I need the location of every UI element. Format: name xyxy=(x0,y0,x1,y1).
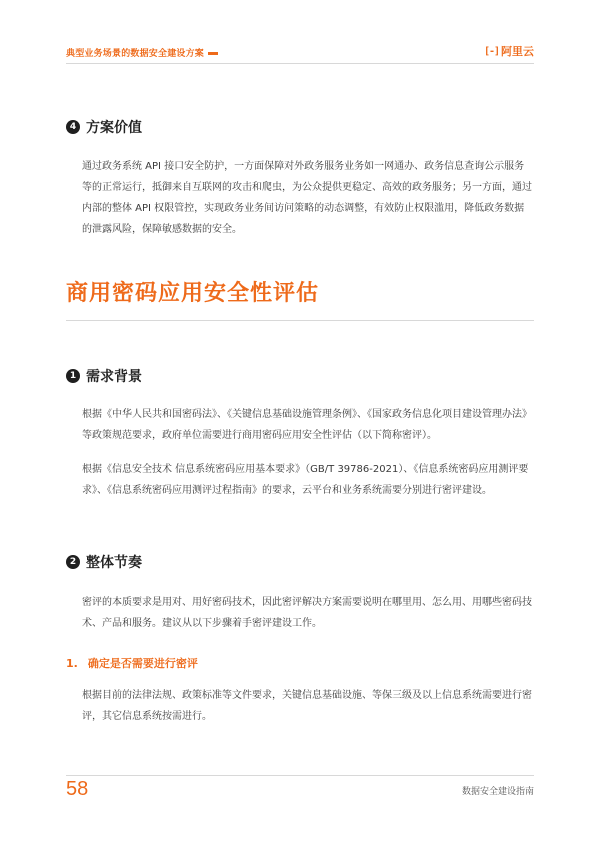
logo-mark-icon: [-] xyxy=(483,45,499,57)
step1-number: 1. xyxy=(66,657,78,670)
footer-divider xyxy=(66,775,534,776)
page-number: 58 xyxy=(66,778,89,800)
section2-paragraph: 密评的本质要求是用对、用好密码技术，因此密评解决方案需要说明在哪里用、怎么用、用哪些密码技术、产品和服务。建议从以下步骤着手密评建设工作。 xyxy=(82,597,532,629)
section1-paragraph-2: 根据《信息安全技术 信息系统密码应用基本要求》（GB/T 39786-2021）、《信息系统密码应用测评要求》、《信息系统密码应用测评过程指南》的要求，云平台和业务系统需要分别进行密评建设。 xyxy=(82,464,529,496)
header-accent-bar xyxy=(208,52,218,55)
header-title xyxy=(66,46,218,59)
section1-heading xyxy=(66,366,142,386)
chapter-title: 商用密码应用安全性评估 xyxy=(66,281,320,306)
step1-paragraph: 根据目前的法律法规、政策标准等文件要求，关键信息基础设施、等保三级及以上信息系统需要进行密评，其它信息系统按需进行。 xyxy=(82,690,532,722)
section4-title: 方案价值 xyxy=(86,120,142,136)
section2-title: 整体节奏 xyxy=(86,555,142,571)
section1-number-badge: 1 xyxy=(66,369,80,383)
section1-title: 需求背景 xyxy=(86,369,142,385)
step1-heading xyxy=(66,655,198,671)
section2-heading xyxy=(66,552,142,572)
header-title-text: 典型业务场景的数据安全建设方案 xyxy=(66,49,205,59)
section1-paragraph-1: 根据《中华人民共和国密码法》、《关键信息基础设施管理条例》、《国家政务信息化项目建设管理办法》等政策规范要求，政府单位需要进行商用密码应用安全性评估（以下简称密评）。 xyxy=(82,409,532,441)
step1-title: 确定是否需要进行密评 xyxy=(87,657,198,670)
aliyun-logo xyxy=(484,43,534,59)
section4-heading xyxy=(66,117,142,137)
chapter-divider xyxy=(66,320,534,321)
logo-text: 阿里云 xyxy=(501,45,534,58)
page-header xyxy=(66,40,534,64)
section4-paragraph: 通过政务系统 API 接口安全防护，一方面保障对外政务服务业务如一网通办、政务信息查询公示服务等的正常运行，抵御来自互联网的攻击和爬虫，为公众提供更稳定、高效的政务服务；另一方面，通过内部的整体 API 权限管控，实现政务业务间访问策略的动态调整，有效防止权限滥用，降低政务数据的泄露风险，保障敏感数据的安全。 xyxy=(82,161,532,235)
footer-title: 数据安全建设指南 xyxy=(461,787,534,797)
section4-number-badge: 4 xyxy=(66,120,80,134)
section2-number-badge: 2 xyxy=(66,555,80,569)
